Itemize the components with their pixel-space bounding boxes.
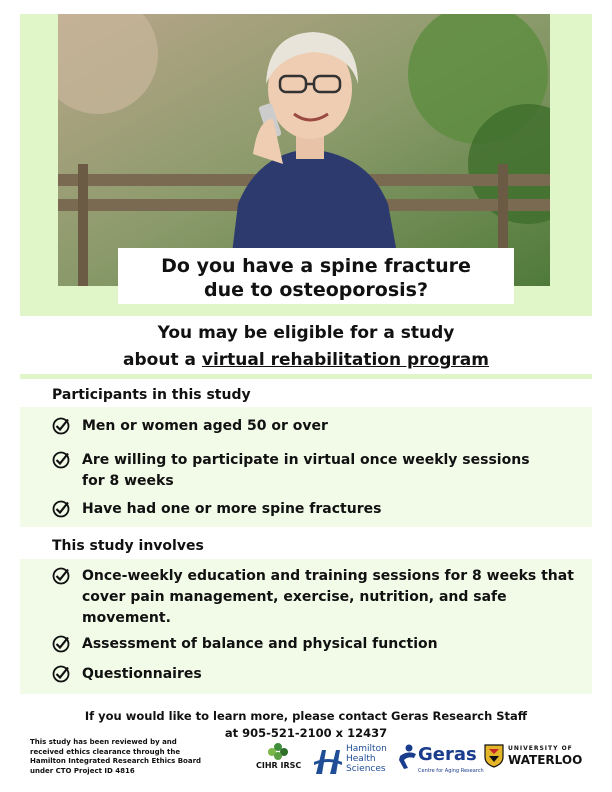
involves-item-1: [52, 566, 574, 629]
participants-title: Participants in this study: [52, 387, 251, 403]
university-of-waterloo-logo: [484, 744, 590, 780]
subheading-line-2: [0, 347, 612, 374]
ethics-statement: This study has been reviewed by and received ethics clearance through the Hamilton Integrated Research Ethics Board under CTO Project ID 4816: [30, 738, 202, 775]
geras-logo: [396, 742, 484, 782]
participant-item-text: Have had one or more spine fractures: [82, 501, 382, 517]
hero-photo: [58, 14, 550, 286]
headline: [118, 248, 514, 304]
hamilton-h-icon: [312, 746, 344, 776]
geras-logo-text: Geras: [418, 744, 477, 765]
involves-item-2: [52, 634, 438, 655]
hamilton-logo-line-3: Sciences: [346, 764, 386, 774]
subheading-prefix: about a: [123, 350, 202, 370]
waterloo-shield-icon: [484, 744, 504, 768]
subheading: [0, 320, 612, 374]
geras-figure-icon: [396, 744, 418, 770]
check-circle-icon: [52, 567, 70, 585]
participant-item-text: Are willing to participate in virtual once weekly sessions for 8 weeks: [82, 452, 530, 489]
hamilton-logo-line-1: Hamilton: [346, 744, 387, 754]
waterloo-logo-line-1: UNIVERSITY OF: [508, 745, 573, 752]
check-circle-icon: [52, 417, 70, 435]
involves-item-text: Questionnaires: [82, 666, 202, 682]
participant-item-text: Men or women aged 50 or over: [82, 418, 328, 434]
subheading-line-1: You may be eligible for a study: [157, 323, 455, 343]
headline-line-1: Do you have a spine fracture: [161, 255, 471, 277]
cihr-logo-text: CIHR IRSC: [256, 761, 302, 770]
waterloo-logo-line-2: WATERLOO: [508, 753, 583, 767]
involves-item-text: Once-weekly education and training sessions for 8 weeks that cover pain management, exercise, nutrition, and safe movement.: [82, 568, 574, 626]
participant-item-2: [52, 450, 530, 492]
subheading-underlined-phrase: virtual rehabilitation program: [201, 350, 489, 370]
hamilton-health-sciences-logo: [312, 742, 388, 782]
contact-phone: at 905-521-2100 x 12437: [224, 726, 388, 740]
involves-item-text: Assessment of balance and physical function: [82, 636, 438, 652]
leaf-icon: [266, 741, 290, 761]
cihr-logo: [254, 741, 304, 783]
check-circle-icon: [52, 451, 70, 469]
involves-item-3: [52, 664, 202, 685]
involves-title: This study involves: [52, 538, 204, 554]
geras-logo-subtitle: Centre for Aging Research: [418, 768, 484, 774]
hero-photo-graphic: [58, 14, 550, 286]
contact-info: [0, 708, 612, 742]
headline-line-2: due to osteoporosis?: [204, 279, 428, 301]
participant-item-1: [52, 416, 328, 437]
divider-band: [20, 374, 592, 379]
check-circle-icon: [52, 665, 70, 683]
check-circle-icon: [52, 635, 70, 653]
contact-line-1: If you would like to learn more, please contact Geras Research Staff: [84, 709, 528, 723]
hamilton-logo-line-2: Health: [346, 754, 376, 764]
participant-item-3: [52, 499, 381, 520]
check-circle-icon: [52, 500, 70, 518]
